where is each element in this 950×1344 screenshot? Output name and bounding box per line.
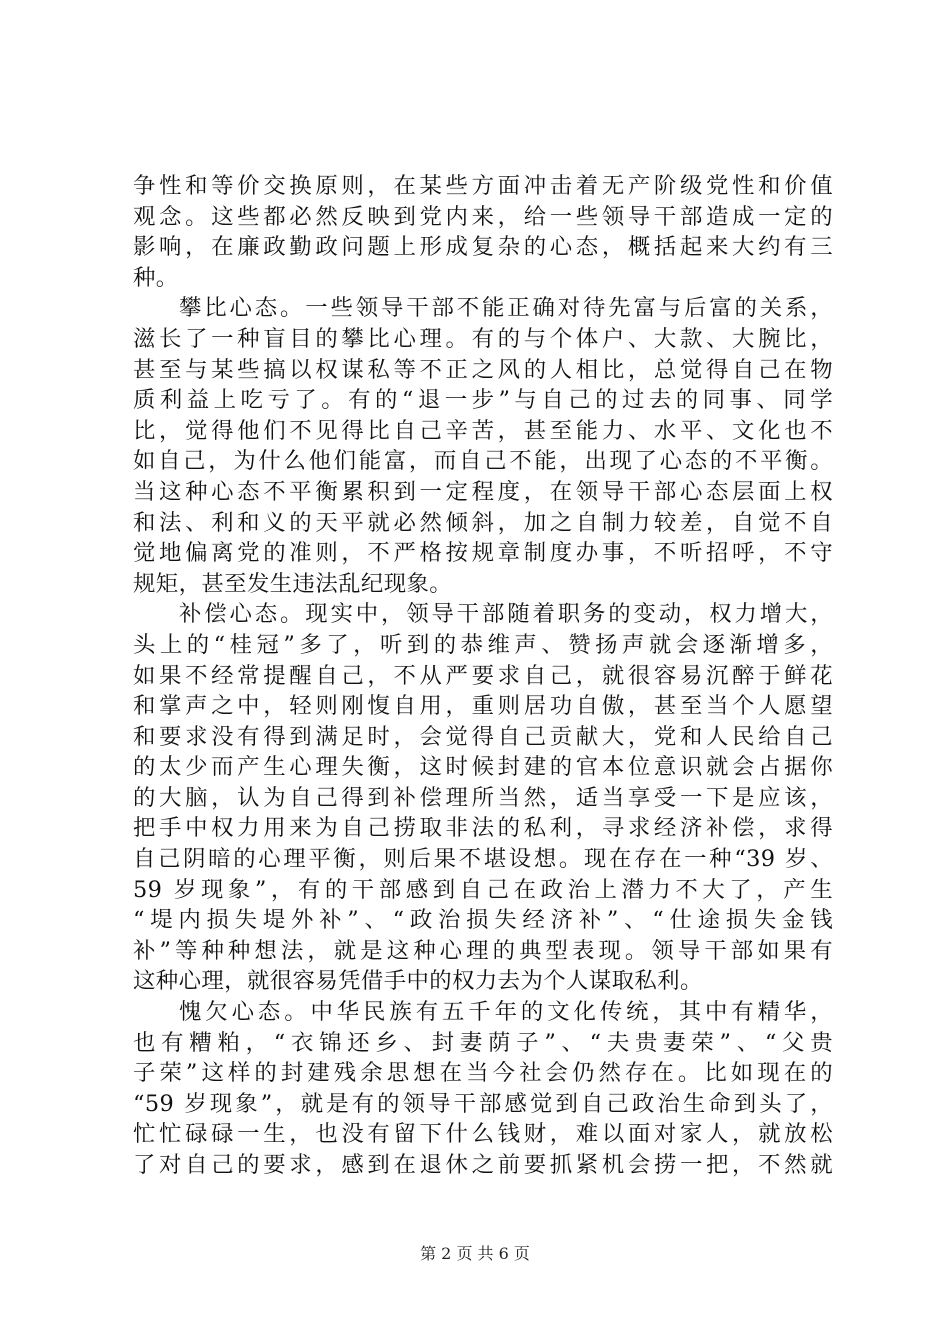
text-line: 争性和等价交换原则，在某些方面冲击着无产阶级党性和价值 <box>133 173 833 199</box>
text-line: 攀比心态。一些领导干部不能正确对待先富与后富的关系， <box>179 295 833 322</box>
text-line: 甚至与某些搞以权谋私等不正之风的人相比，总觉得自己在物 <box>133 356 833 383</box>
text-line: “59 岁现象”，就是有的领导干部感觉到自己政治生命到头了， <box>133 1090 833 1117</box>
text-line: 和要求没有得到满足时，会觉得自己贡献大，党和人民给自己 <box>133 723 833 750</box>
text-line: 比，觉得他们不见得比自己辛苦，甚至能力、水平、文化也不 <box>133 417 833 444</box>
text-line: 这种心理，就很容易凭借手中的权力去为个人谋取私利。 <box>133 968 703 995</box>
text-line: 补”等种种想法，就是这种心理的典型表现。领导干部如果有 <box>133 937 833 964</box>
text-line: 如自己，为什么他们能富，而自己不能，出现了心态的不平衡。 <box>133 448 833 475</box>
text-line: 补偿心态。现实中，领导干部随着职务的变动，权力增大， <box>179 601 833 628</box>
text-line: 59 岁现象”，有的干部感到自己在政治上潜力不大了，产生 <box>133 876 833 903</box>
text-line: 和法、利和义的天平就必然倾斜，加之自制力较差，自觉不自 <box>133 509 833 536</box>
body-text <box>133 171 833 1181</box>
text-line: 了对自己的要求，感到在退休之前要抓紧机会捞一把，不然就 <box>133 1152 833 1178</box>
text-line: 子荣”这样的封建残余思想在当今社会仍然存在。比如现在的 <box>133 1060 833 1087</box>
text-line: 的太少而产生心理失衡，这时候封建的官本位意识就会占据你 <box>133 754 833 781</box>
text-line: 和掌声之中，轻则刚愎自用，重则居功自傲，甚至当个人愿望 <box>133 693 833 720</box>
text-line: 如果不经常提醒自己，不从严要求自己，就很容易沉醉于鲜花 <box>133 662 833 689</box>
text-line: 也有糟粕，“衣锦还乡、封妻荫子”、“夫贵妻荣”、“父贵 <box>133 1029 833 1056</box>
text-line: “堤内损失堤外补”、“政治损失经济补”、“仕途损失金钱 <box>133 907 833 934</box>
text-line: 把手中权力用来为自己捞取非法的私利，寻求经济补偿，求得 <box>133 815 833 842</box>
text-line: 种。 <box>133 264 179 291</box>
text-line: 忙忙碌碌一生，也没有留下什么钱财，难以面对家人，就放松 <box>133 1121 833 1148</box>
text-line: 的大脑，认为自己得到补偿理所当然，适当享受一下是应该， <box>133 784 833 811</box>
text-line: 当这种心态不平衡累积到一定程度，在领导干部心态层面上权 <box>133 478 833 505</box>
text-line: 头上的“桂冠”多了，听到的恭维声、赞扬声就会逐渐增多， <box>133 631 833 658</box>
text-line: 影响，在廉政勤政问题上形成复杂的心态，概括起来大约有三 <box>133 234 833 261</box>
page-footer: 第 2 页 共 6 页 <box>420 1244 530 1263</box>
text-line: 自己阴暗的心理平衡，则后果不堪设想。现在存在一种“39 岁、 <box>133 846 833 873</box>
text-line: 观念。这些都必然反映到党内来，给一些领导干部造成一定的 <box>133 203 833 230</box>
text-line: 滋长了一种盲目的攀比心理。有的与个体户、大款、大腕比， <box>133 325 833 352</box>
text-line: 觉地偏离党的准则，不严格按规章制度办事，不听招呼，不守 <box>133 540 833 567</box>
text-line: 规矩，甚至发生违法乱纪现象。 <box>133 570 453 597</box>
text-line: 质利益上吃亏了。有的“退一步”与自己的过去的同事、同学 <box>133 387 833 414</box>
text-line: 愧欠心态。中华民族有五千年的文化传统，其中有精华， <box>179 999 833 1026</box>
